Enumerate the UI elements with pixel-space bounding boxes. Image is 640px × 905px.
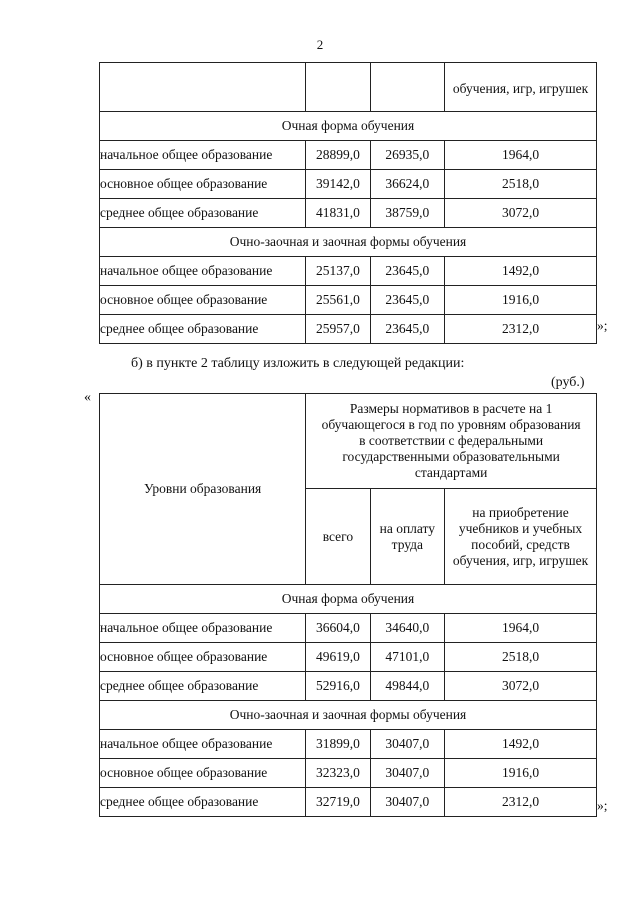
table-row [100, 199, 597, 228]
table-row [100, 672, 597, 701]
total-cell: 25561,0 [306, 286, 370, 315]
pay-cell: 49844,0 [370, 672, 444, 701]
pay-cell: 30407,0 [370, 759, 444, 788]
books-cell: 2518,0 [445, 170, 597, 199]
pay-cell: 47101,0 [370, 643, 444, 672]
units-label: (руб.) [551, 375, 585, 390]
books-cell: 1964,0 [445, 141, 597, 170]
table-row [100, 730, 597, 759]
table-row [100, 759, 597, 788]
total-cell: 36604,0 [306, 614, 370, 643]
section-title: Очно-заочная и заочная формы обучения [100, 701, 597, 730]
total-cell: 39142,0 [306, 170, 370, 199]
level-cell: среднее общее образование [100, 788, 306, 817]
books-cell: 1916,0 [445, 286, 597, 315]
pay-cell: 23645,0 [370, 315, 444, 344]
section-row [100, 228, 597, 257]
level-cell: основное общее образование [100, 286, 306, 315]
pay-cell: 23645,0 [370, 257, 444, 286]
level-cell: основное общее образование [100, 643, 306, 672]
level-cell: среднее общее образование [100, 315, 306, 344]
closing-quote-mark: »; [597, 798, 608, 813]
amendment-paragraph: б) в пункте 2 таблицу изложить в следующей редакции: [131, 356, 465, 371]
total-cell: 32323,0 [306, 759, 370, 788]
opening-quote-mark: « [84, 390, 91, 405]
books-cell: 3072,0 [445, 199, 597, 228]
level-cell: среднее общее образование [100, 199, 306, 228]
section-row [100, 585, 597, 614]
table-row [100, 643, 597, 672]
pay-cell: 23645,0 [370, 286, 444, 315]
level-cell: основное общее образование [100, 170, 306, 199]
page-number: 2 [316, 37, 324, 52]
header-level-cell: Уровни образования [100, 394, 306, 585]
total-cell: 52916,0 [306, 672, 370, 701]
section-title: Очная форма обучения [100, 112, 597, 141]
level-cell: начальное общее образование [100, 614, 306, 643]
books-cell: 1964,0 [445, 614, 597, 643]
header-level-cell [100, 63, 306, 112]
header-pay-cell: на оплату труда [370, 489, 444, 585]
closing-quote-mark: »; [597, 318, 608, 333]
normatives-table-new [99, 393, 597, 817]
table-header-continuation [100, 63, 597, 112]
books-cell: 1492,0 [445, 257, 597, 286]
section-row [100, 112, 597, 141]
pay-cell: 30407,0 [370, 788, 444, 817]
level-cell: начальное общее образование [100, 141, 306, 170]
header-books-cell: на приобретение учебников и учебных пособий, средств обучения, игр, игрушек [445, 489, 597, 585]
books-cell: 2312,0 [445, 788, 597, 817]
books-cell: 2312,0 [445, 315, 597, 344]
table-row [100, 614, 597, 643]
books-cell: 3072,0 [445, 672, 597, 701]
total-cell: 28899,0 [306, 141, 370, 170]
books-cell: 2518,0 [445, 643, 597, 672]
pay-cell: 30407,0 [370, 730, 444, 759]
table-row [100, 170, 597, 199]
header-group-cell: Размеры нормативов в расчете на 1 обучающегося в год по уровням образования в соответствии с федеральными государственными образовательными стандартами [306, 394, 597, 489]
table-row [100, 315, 597, 344]
level-cell: начальное общее образование [100, 730, 306, 759]
level-cell: среднее общее образование [100, 672, 306, 701]
section-row [100, 701, 597, 730]
table-row [100, 286, 597, 315]
header-pay-cell [370, 63, 444, 112]
pay-cell: 26935,0 [370, 141, 444, 170]
header-books-cell: обучения, игр, игрушек [445, 63, 597, 112]
pay-cell: 34640,0 [370, 614, 444, 643]
table-row [100, 788, 597, 817]
normatives-table-old [99, 62, 597, 344]
pay-cell: 36624,0 [370, 170, 444, 199]
header-total-cell: всего [306, 489, 370, 585]
table-row [100, 141, 597, 170]
total-cell: 32719,0 [306, 788, 370, 817]
pay-cell: 38759,0 [370, 199, 444, 228]
total-cell: 25137,0 [306, 257, 370, 286]
total-cell: 41831,0 [306, 199, 370, 228]
section-title: Очная форма обучения [100, 585, 597, 614]
header-total-cell [306, 63, 370, 112]
table-row [100, 257, 597, 286]
total-cell: 49619,0 [306, 643, 370, 672]
total-cell: 25957,0 [306, 315, 370, 344]
level-cell: начальное общее образование [100, 257, 306, 286]
total-cell: 31899,0 [306, 730, 370, 759]
table-header-row [100, 394, 597, 489]
section-title: Очно-заочная и заочная формы обучения [100, 228, 597, 257]
books-cell: 1916,0 [445, 759, 597, 788]
level-cell: основное общее образование [100, 759, 306, 788]
books-cell: 1492,0 [445, 730, 597, 759]
